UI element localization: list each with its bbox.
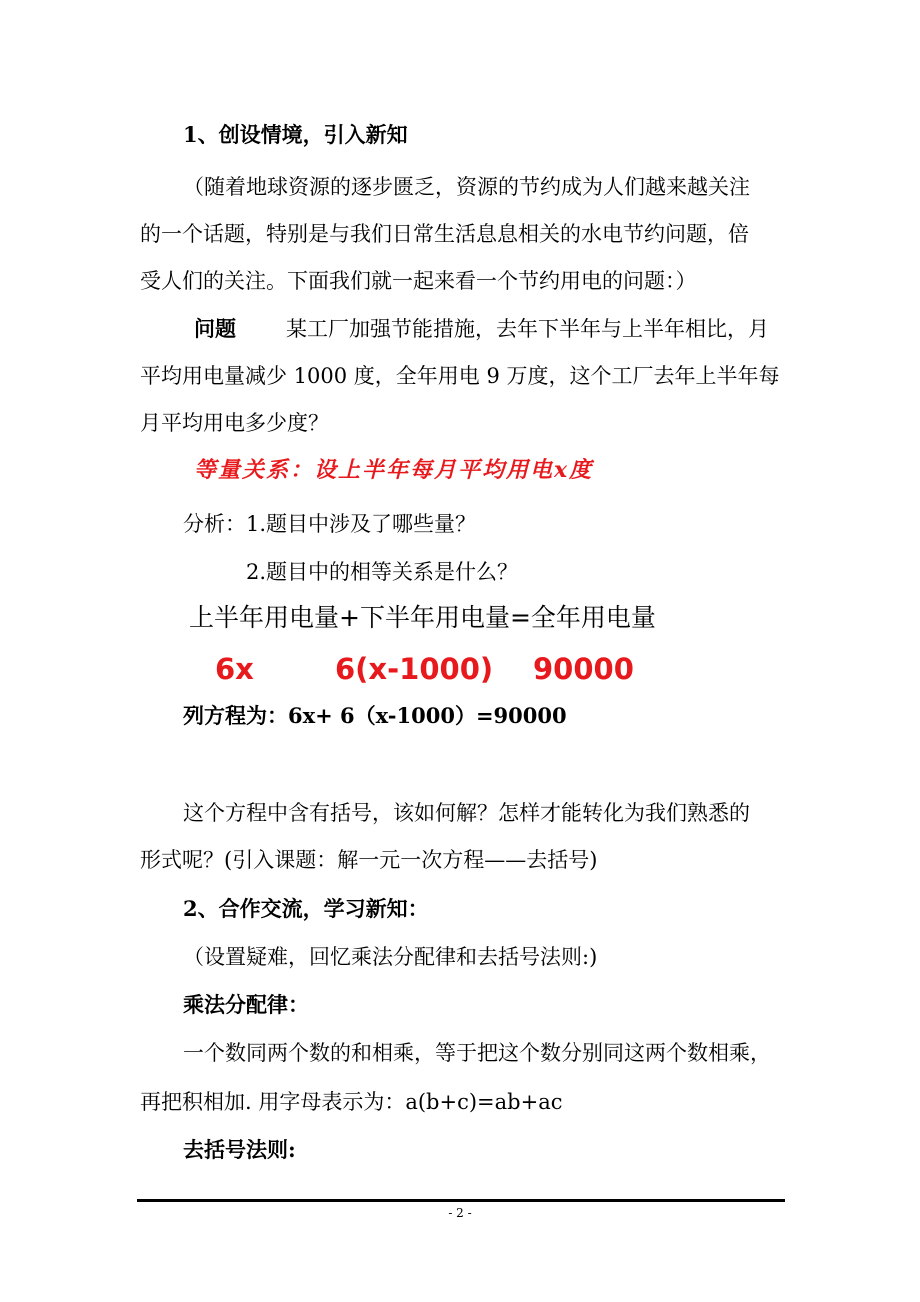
intro-line-2: 的一个话题，特别是与我们日常生活息息相关的水电节约问题，倍 bbox=[140, 222, 749, 246]
problem-label: 问题 bbox=[194, 316, 236, 341]
question-line-1: 这个方程中含有括号，该如何解？怎样才能转化为我们熟悉的 bbox=[183, 801, 750, 825]
equal-relation-variable: x bbox=[554, 457, 570, 483]
section2-note: （设置疑难，回忆乘法分配律和去括号法则:) bbox=[183, 945, 598, 969]
intro-line-1: （随着地球资源的逐步匮乏，资源的节约成为人们越来越关注 bbox=[183, 175, 750, 199]
expression-first-half: 6x bbox=[215, 652, 254, 686]
analysis-line-1: 分析：1.题目中涉及了哪些量？ bbox=[183, 512, 477, 536]
analysis-line-2: 2.题目中的相等关系是什么？ bbox=[246, 560, 519, 584]
question-line-2: 形式呢？(引入课题：解一元一次方程——去括号) bbox=[140, 848, 598, 872]
equal-relation-heading bbox=[194, 455, 593, 485]
distributive-law-title: 乘法分配律： bbox=[183, 992, 309, 1017]
section1-heading: 1、创设情境，引入新知 bbox=[183, 122, 408, 147]
equal-relation-text: 等量关系：设上半年每月平均用电 bbox=[194, 457, 555, 483]
distributive-line-2: 再把积相加. 用字母表示为：a(b+c)=ab+ac bbox=[140, 1090, 563, 1114]
section2-heading: 2、合作交流，学习新知： bbox=[183, 896, 429, 921]
word-equation: 上半年用电量+下半年用电量=全年用电量 bbox=[189, 603, 656, 632]
problem-line-1: 某工厂加强节能措施，去年下半年与上半年相比，月 bbox=[286, 317, 769, 341]
bracket-rule-title: 去括号法则: bbox=[183, 1137, 296, 1162]
expression-second-half: 6(x-1000) bbox=[335, 652, 494, 686]
page-number: - 2 - bbox=[448, 1206, 472, 1220]
footer-divider bbox=[137, 1199, 785, 1202]
equal-relation-unit: 度 bbox=[569, 457, 594, 483]
problem-line-3: 月平均用电多少度？ bbox=[140, 411, 329, 435]
expression-total: 90000 bbox=[533, 652, 634, 686]
intro-line-3: 受人们的关注。下面我们就一起来看一个节约用电的问题：） bbox=[140, 269, 697, 293]
distributive-line-1: 一个数同两个数的和相乘，等于把这个数分别同这两个数相乘， bbox=[183, 1041, 771, 1065]
problem-line-2: 平均用电量减少 1000 度，全年用电 9 万度，这个工厂去年上半年每 bbox=[140, 364, 780, 388]
equation-line: 列方程为：6x+ 6（x-1000）=90000 bbox=[183, 703, 567, 728]
